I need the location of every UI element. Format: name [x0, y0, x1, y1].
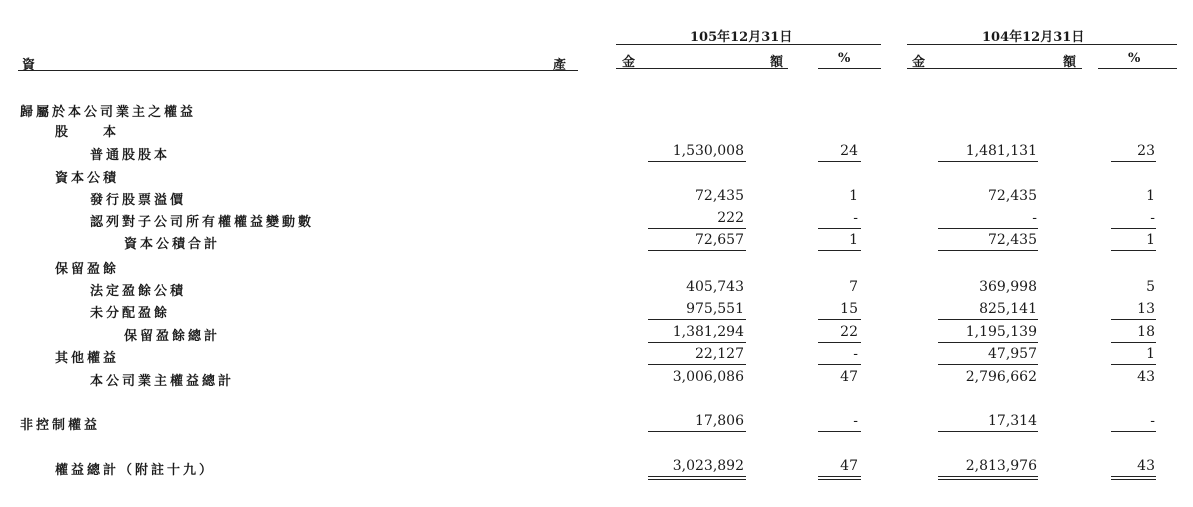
row-label-total-equity: 權益總計（附註十九） — [55, 463, 216, 478]
row-label-share-capital: 股 本 — [55, 125, 120, 140]
value-105-legal-reserve: 405,743 — [686, 279, 744, 295]
amount-header-left-105: 金 — [622, 55, 636, 70]
value-104-noncontrolling: 17,314 — [988, 413, 1037, 429]
underline-105-pct-retained-earnings-total — [818, 342, 861, 343]
underline-104-pct-subsidiary-changes — [1111, 228, 1156, 229]
value-104-capital-surplus-total: 72,435 — [988, 232, 1037, 248]
amount-header-rule-105 — [616, 68, 788, 69]
assets-header-left: 資 — [22, 58, 36, 73]
pct-105-parent-equity-total: 47 — [840, 369, 858, 385]
assets-header-right: 產 — [553, 58, 567, 73]
underline-104-pct-unappropriated — [1111, 319, 1156, 320]
row-label-unappropriated: 未分配盈餘 — [90, 306, 171, 321]
underline-105-other-equity — [648, 364, 746, 365]
row-label-capital-surplus: 資本公積 — [55, 171, 120, 186]
underline-105-pct-unappropriated — [818, 319, 861, 320]
underline-105-pct-common-stock — [818, 161, 861, 162]
pct-105-share-premium: 1 — [849, 188, 858, 204]
amount-header-right-105: 額 — [770, 55, 784, 70]
period-header-104: 104年12月31日 — [982, 30, 1085, 45]
row-label-retained-earnings-total: 保留盈餘總計 — [124, 329, 221, 344]
row-label-share-premium: 發行股票溢價 — [90, 193, 187, 208]
value-105-parent-equity-total: 3,006,086 — [672, 369, 744, 385]
row-label-other-equity: 其他權益 — [55, 351, 120, 366]
pct-104-total-equity: 43 — [1137, 458, 1155, 474]
underline-104-pct-noncontrolling — [1111, 431, 1156, 432]
pct-105-common-stock: 24 — [840, 143, 858, 159]
pct-104-noncontrolling: - — [1150, 413, 1155, 429]
pct-105-capital-surplus-total: 1 — [849, 232, 858, 248]
value-105-share-premium: 72,435 — [695, 188, 744, 204]
value-105-common-stock: 1,530,008 — [672, 143, 744, 159]
underline-104-pct-retained-earnings-total — [1111, 342, 1156, 343]
underline-104-pct-other-equity — [1111, 364, 1156, 365]
underline-104-pct-common-stock — [1111, 161, 1156, 162]
value-105-capital-surplus-total: 72,657 — [695, 232, 744, 248]
value-105-retained-earnings-total: 1,381,294 — [672, 324, 744, 340]
underline-105-pct-total-equity-b — [818, 479, 861, 480]
value-104-legal-reserve: 369,998 — [979, 279, 1037, 295]
underline-105-subsidiary-changes — [648, 228, 746, 229]
value-104-parent-equity-total: 2,796,662 — [965, 369, 1037, 385]
underline-104-total-equity-a — [938, 476, 1038, 477]
percent-header-rule-104 — [1098, 68, 1177, 69]
pct-104-subsidiary-changes: - — [1150, 210, 1155, 226]
pct-104-other-equity: 1 — [1146, 346, 1155, 362]
row-label-parent-equity: 歸屬於本公司業主之權益 — [20, 105, 197, 120]
amount-header-left-104: 金 — [912, 55, 926, 70]
underline-104-other-equity — [938, 364, 1038, 365]
value-105-noncontrolling: 17,806 — [695, 413, 744, 429]
underline-104-pct-total-equity-b — [1111, 479, 1156, 480]
underline-105-pct-other-equity — [818, 364, 861, 365]
amount-header-rule-104 — [907, 68, 1082, 69]
pct-105-noncontrolling: - — [853, 413, 858, 429]
amount-header-right-104: 額 — [1063, 55, 1077, 70]
pct-104-legal-reserve: 5 — [1146, 279, 1155, 295]
underline-105-pct-capital-surplus-total — [818, 250, 861, 251]
row-label-noncontrolling: 非控制權益 — [20, 418, 101, 433]
value-105-total-equity: 3,023,892 — [672, 458, 744, 474]
value-104-retained-earnings-total: 1,195,139 — [965, 324, 1037, 340]
value-105-unappropriated: 975,551 — [686, 301, 744, 317]
percent-header-105: % — [838, 51, 851, 66]
underline-104-retained-earnings-total — [938, 342, 1038, 343]
pct-104-capital-surplus-total: 1 — [1146, 232, 1155, 248]
underline-104-subsidiary-changes — [938, 228, 1038, 229]
underline-104-pct-total-equity-a — [1111, 476, 1156, 477]
underline-105-pct-total-equity-a — [818, 476, 861, 477]
period-header-104-rule — [907, 44, 1177, 45]
percent-header-104: % — [1128, 51, 1141, 66]
underline-104-noncontrolling — [938, 431, 1038, 432]
period-header-105-rule — [616, 44, 881, 45]
percent-header-rule-105 — [818, 68, 881, 69]
assets-header-rule — [18, 70, 578, 71]
underline-104-pct-capital-surplus-total — [1111, 250, 1156, 251]
pct-105-other-equity: - — [853, 346, 858, 362]
pct-105-retained-earnings-total: 22 — [840, 324, 858, 340]
underline-105-unappropriated — [648, 319, 746, 320]
value-104-total-equity: 2,813,976 — [965, 458, 1037, 474]
pct-104-parent-equity-total: 43 — [1137, 369, 1155, 385]
pct-104-share-premium: 1 — [1146, 188, 1155, 204]
underline-105-noncontrolling — [648, 431, 746, 432]
underline-105-pct-subsidiary-changes — [818, 228, 861, 229]
pct-104-retained-earnings-total: 18 — [1137, 324, 1155, 340]
pct-104-unappropriated: 13 — [1137, 301, 1155, 317]
value-104-other-equity: 47,957 — [988, 346, 1037, 362]
pct-105-subsidiary-changes: - — [853, 210, 858, 226]
row-label-common-stock: 普通股股本 — [90, 148, 171, 163]
pct-105-total-equity: 47 — [840, 458, 858, 474]
value-104-subsidiary-changes: - — [1032, 210, 1037, 226]
underline-105-capital-surplus-total — [648, 250, 746, 251]
value-104-common-stock: 1,481,131 — [965, 143, 1037, 159]
row-label-legal-reserve: 法定盈餘公積 — [90, 284, 187, 299]
row-label-capital-surplus-total: 資本公積合計 — [124, 237, 221, 252]
row-label-subsidiary-changes: 認列對子公司所有權權益變動數 — [90, 215, 315, 230]
pct-105-unappropriated: 15 — [840, 301, 858, 317]
pct-104-common-stock: 23 — [1137, 143, 1155, 159]
value-104-share-premium: 72,435 — [988, 188, 1037, 204]
underline-105-retained-earnings-total — [648, 342, 746, 343]
underline-104-capital-surplus-total — [938, 250, 1038, 251]
underline-105-pct-noncontrolling — [818, 431, 861, 432]
underline-104-unappropriated — [938, 319, 1038, 320]
underline-105-total-equity-a — [648, 476, 746, 477]
underline-104-common-stock — [938, 161, 1038, 162]
value-105-subsidiary-changes: 222 — [717, 210, 744, 226]
period-header-105: 105年12月31日 — [690, 30, 793, 45]
value-104-unappropriated: 825,141 — [979, 301, 1037, 317]
underline-105-total-equity-b — [648, 479, 746, 480]
pct-105-legal-reserve: 7 — [849, 279, 858, 295]
row-label-retained-earnings: 保留盈餘 — [55, 262, 120, 277]
value-105-other-equity: 22,127 — [695, 346, 744, 362]
underline-104-total-equity-b — [938, 479, 1038, 480]
row-label-parent-equity-total: 本公司業主權益總計 — [90, 374, 235, 389]
underline-105-common-stock — [648, 161, 746, 162]
